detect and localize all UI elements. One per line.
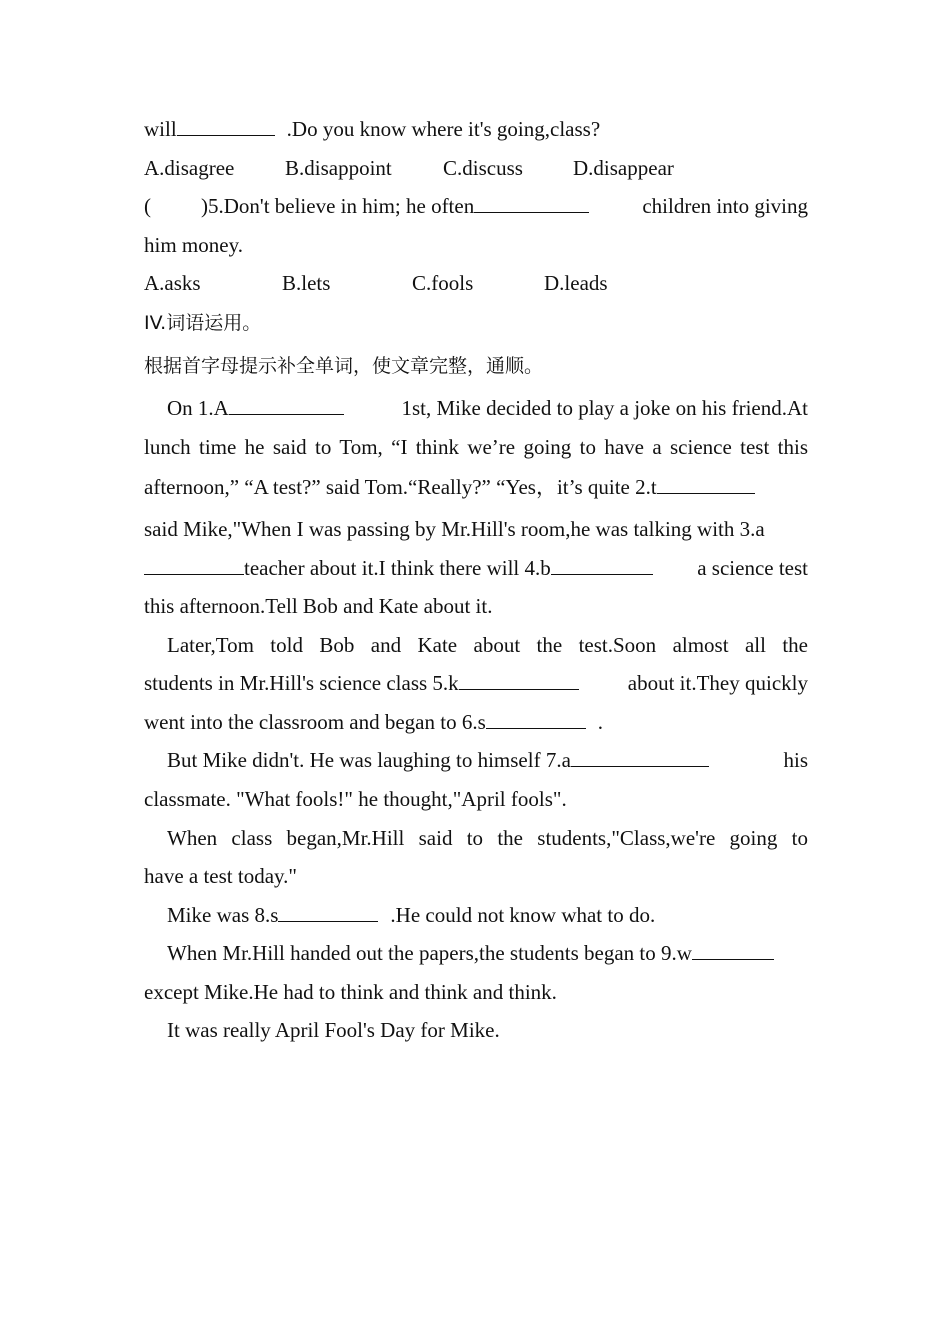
- blank-3[interactable]: [144, 557, 244, 575]
- p2-line3-text-b: .: [597, 710, 604, 734]
- section-instruction: 根据首字母提示补全单词，使文章完整，通顺。: [144, 355, 544, 377]
- q4-option-a[interactable]: A.disagree: [144, 156, 235, 180]
- p1-line3-text: afternoon,” “A test?” said Tom.“Really?” “Yes，it’s quite 2.t: [144, 475, 657, 499]
- q5-option-c[interactable]: C.fools: [412, 271, 474, 295]
- p5-text-b: .He could not know what to do.: [390, 903, 656, 927]
- blank-1[interactable]: [229, 397, 344, 415]
- passage-p2-line3: [144, 709, 808, 735]
- passage-p7: It was really April Fool's Day for Mike.: [167, 1018, 500, 1042]
- p2-line3-text-a: went into the classroom and began to 6.s: [144, 710, 486, 734]
- blank-5[interactable]: [459, 672, 579, 690]
- p2-line2-text-b: about it.They quickly: [627, 671, 808, 695]
- blank-7[interactable]: [571, 749, 709, 767]
- passage-p1-line2: lunch time he said to Tom, “I think we’re going to have a science test this: [144, 435, 808, 459]
- passage-p6-line1: [167, 940, 808, 966]
- blank-8[interactable]: [278, 904, 378, 922]
- q5-text-b: children into giving: [642, 194, 808, 218]
- q4-option-c[interactable]: C.discuss: [443, 156, 523, 180]
- blank-9[interactable]: [692, 942, 774, 960]
- passage-p3-line2: classmate. "What fools!" he thought,"April fools".: [144, 787, 567, 811]
- p2-line2-text-a: students in Mr.Hill's science class 5.k: [144, 671, 459, 695]
- q5-text-c: him money.: [144, 233, 243, 257]
- p6-text-a: When Mr.Hill handed out the papers,the students began to 9.w: [167, 941, 692, 965]
- q5-option-a[interactable]: A.asks: [144, 271, 201, 295]
- q4-blank[interactable]: [177, 118, 275, 136]
- q5-stem-line: [144, 193, 808, 219]
- passage-p6-line2: except Mike.He had to think and think and think.: [144, 980, 557, 1004]
- q5-paren: (: [144, 194, 151, 218]
- p3-line1-text-a: But Mike didn't. He was laughing to himself 7.a: [167, 748, 571, 772]
- passage-p4-line1: When class began,Mr.Hill said to the students,"Class,we're going to: [167, 826, 808, 850]
- q5-option-b[interactable]: B.lets: [282, 271, 331, 295]
- passage-p2-line1: Later,Tom told Bob and Kate about the test.Soon almost all the: [167, 633, 808, 657]
- blank-4[interactable]: [551, 557, 653, 575]
- passage-p1-line3: [144, 474, 808, 500]
- p1-line5-text-b: a science test: [697, 556, 808, 580]
- p3-line1-text-b: his: [783, 748, 808, 772]
- passage-p1-line6: this afternoon.Tell Bob and Kate about it.: [144, 594, 493, 618]
- p1-text-b: 1st, Mike decided to play a joke on his friend.At: [401, 396, 808, 420]
- q5-text-a: )5.Don't believe in him; he often: [201, 194, 475, 218]
- q4-stem-line: [144, 116, 808, 142]
- passage-p2-line2: [144, 670, 808, 696]
- q4-option-b[interactable]: B.disappoint: [285, 156, 392, 180]
- p1-text-a: On 1.A: [167, 396, 229, 420]
- passage-p1-line4: said Mike,"When I was passing by Mr.Hill's room,he was talking with 3.a: [144, 517, 765, 541]
- passage-p1-line5: [144, 555, 808, 581]
- q4-option-d[interactable]: D.disappear: [573, 156, 674, 180]
- passage-p5: [167, 902, 808, 928]
- p1-line5-text-a: teacher about it.I think there will 4.b: [244, 556, 551, 580]
- passage-p1-line1: [167, 395, 808, 421]
- q4-stem-end: .Do you know where it's going,class?: [286, 117, 601, 141]
- passage-p3-line1: [167, 747, 808, 773]
- section-heading: IV.词语运用。: [144, 312, 262, 334]
- passage-p4-line2: have a test today.": [144, 864, 297, 888]
- q4-stem-start: will: [144, 117, 177, 141]
- q5-blank[interactable]: [474, 195, 589, 213]
- blank-2[interactable]: [657, 476, 755, 494]
- p5-text-a: Mike was 8.s: [167, 903, 279, 927]
- q5-option-d[interactable]: D.leads: [544, 271, 608, 295]
- blank-6[interactable]: [486, 711, 586, 729]
